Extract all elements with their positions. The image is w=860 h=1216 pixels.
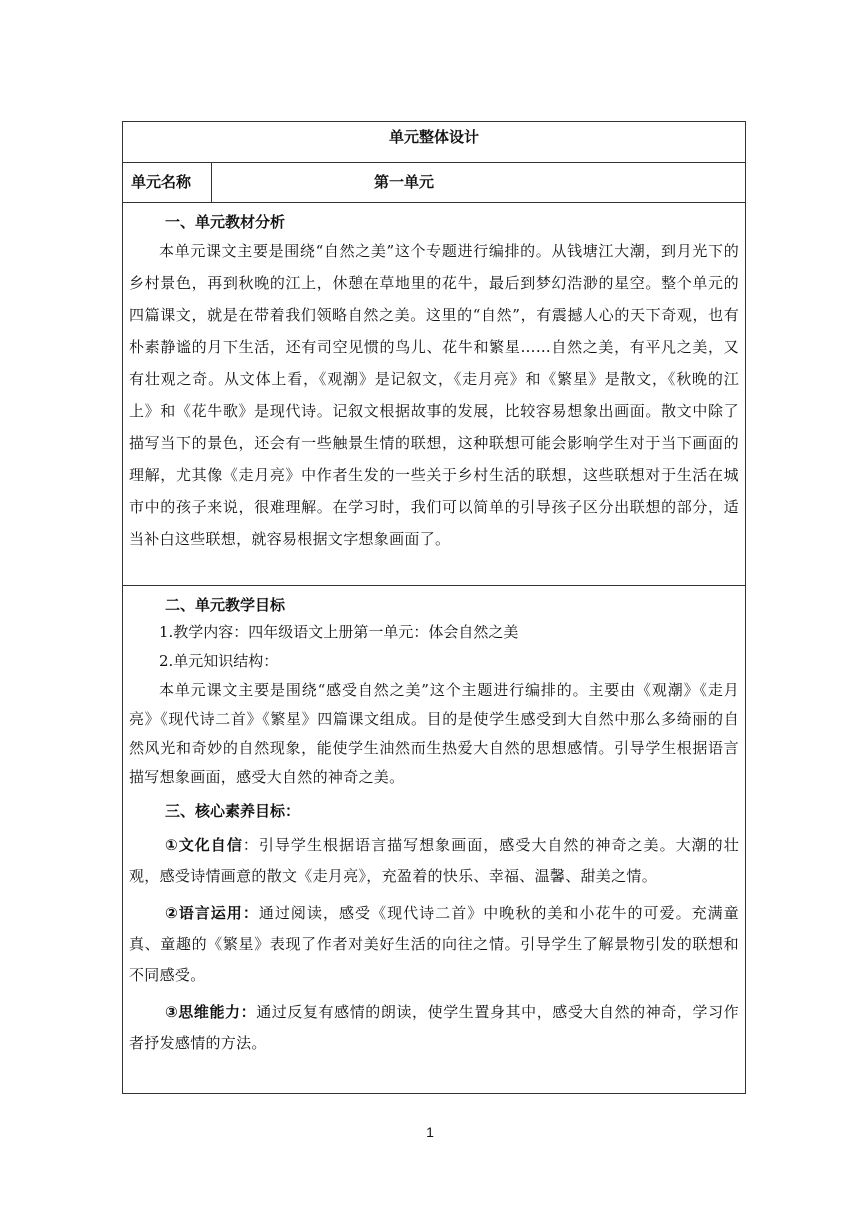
section-textbook-analysis (123, 203, 745, 586)
unit-design-table (122, 121, 746, 1094)
core-goal-culture (129, 830, 739, 892)
core-goal-thinking-label: ③思维能力： (165, 1003, 257, 1021)
section2-paragraph: 本单元课文主要是围绕“感受自然之美”这个主题进行编排的。主要由《观潮》《走月亮》《现代诗二首》《繁星》四篇课文组成。目的是使学生感受到大自然中那么多绮丽的自然风光和奇妙的自然现象，能使学生油然而生热爱大自然的思想感情。引导学生根据语言描写想象画面，感受大自然的神奇之美。 (129, 681, 739, 786)
section1-paragraph: 本单元课文主要是围绕“自然之美”这个专题进行编排的。从钱塘江大潮，到月光下的乡村景色，再到秋晚的江上，休憩在草地里的花牛，最后到梦幻浩渺的星空。整个单元的四篇课文，就是在带着我们领略自然之美。这里的“自然”，有震撼人心的天下奇观，也有朴素静谧的月下生活，还有司空见惯的鸟儿、花牛和繁星……自然之美，有平凡之美，又有壮观之奇。从文体上看，《观潮》是记叙文，《走月亮》和《繁星》是散文，《秋晚的江上》和《花牛歌》是现代诗。记叙文根据故事的发展，比较容易想象出画面。散文中除了描写当下的景色，还会有一些触景生情的联想，这种联想可能会影响学生对于当下画面的理解，尤其像《走月亮》中作者生发的一些关于乡村生活的联想，这些联想对于生活在城市中的孩子来说，很难理解。在学习时，我们可以简单的引导孩子区分出联想的部分，适当补白这些联想，就容易根据文字想象画面了。 (129, 242, 739, 548)
section2-heading: 二、单元教学目标 (165, 596, 286, 614)
table-title-row (123, 122, 745, 163)
section2-item2: 2.单元知识结构： (159, 652, 279, 670)
unit-name-value: 第一单元 (374, 173, 435, 191)
unit-name-row (123, 163, 745, 203)
core-goal-thinking (129, 997, 739, 1059)
section1-heading: 一、单元教材分析 (165, 213, 286, 231)
core-goal-language-label: ②语言运用： (165, 904, 259, 922)
core-goal-language (129, 898, 739, 991)
core-goal-language-text: 通过阅读，感受《现代诗二首》中晚秋的美和小花牛的可爱。充满童真、童趣的《繁星》表现了作者对美好生活的向往之情。引导学生了解景物引发的联想和不同感受。 (129, 904, 739, 984)
page-number: 1 (426, 1124, 434, 1140)
core-goal-thinking-text: 通过反复有感情的朗读，使学生置身其中，感受大自然的神奇，学习作者抒发感情的方法。 (129, 1003, 739, 1052)
core-goal-culture-text: ：引导学生根据语言描写想象画面，感受大自然的神奇之美。大潮的壮观，感受诗情画意的散文《走月亮》，充盈着的快乐、幸福、温馨、甜美之情。 (129, 836, 739, 885)
core-goal-culture-label: ①文化自信 (165, 836, 243, 854)
section2-item1: 1.教学内容：四年级语文上册第一单元：体会自然之美 (159, 623, 519, 641)
section3-heading: 三、核心素养目标： (165, 802, 301, 820)
section-teaching-goals (123, 586, 745, 1095)
unit-name-label: 单元名称 (123, 163, 212, 202)
table-title: 单元整体设计 (388, 128, 479, 146)
